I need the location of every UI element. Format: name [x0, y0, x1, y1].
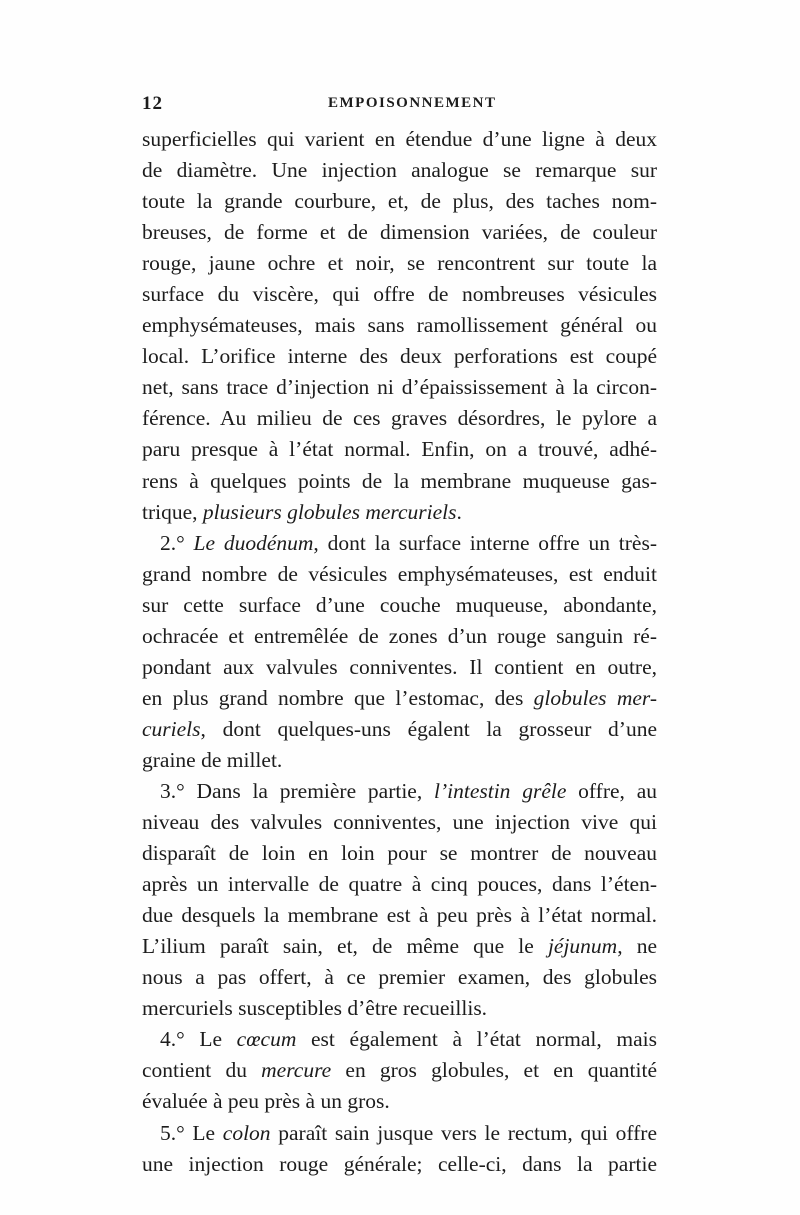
text-segment: due desquels la membrane est à peu près à l’état normal. [142, 903, 657, 928]
text-segment: L’ilium paraît sain, et, de même que le [142, 934, 548, 959]
text-segment: breuses, de forme et de dimension variées, de couleur [142, 220, 657, 245]
italic-text-segment: Le duodénum [193, 530, 314, 555]
italic-text-segment: colon [222, 1120, 271, 1145]
text-segment: graine de millet. [142, 747, 283, 772]
italic-text-segment: l’intestin grêle [434, 778, 567, 803]
text-line [142, 900, 657, 931]
italic-text-segment: plusieurs globules mercuriels [202, 499, 457, 524]
text-line [142, 993, 657, 1024]
text-segment: rouge, jaune ochre et noir, se rencontrent sur toute la [142, 251, 657, 276]
text-line [142, 683, 657, 714]
text-segment: est également à l’état normal, mais [296, 1027, 657, 1052]
italic-text-segment: globules mer- [533, 685, 657, 710]
text-line [142, 466, 657, 497]
page-header [142, 93, 657, 117]
text-line [142, 497, 657, 528]
text-segment: pondant aux valvules conniventes. Il contient en outre, [142, 654, 657, 679]
text-line [142, 310, 657, 341]
text-segment: paru presque à l’état normal. Enfin, on a trouvé, adhé- [142, 437, 657, 462]
text-line [142, 341, 657, 372]
text-line [142, 559, 657, 590]
text-segment: mercuriels susceptibles d’être recueillis. [142, 996, 488, 1021]
text-segment: évaluée à peu près à un gros. [142, 1089, 390, 1114]
text-segment: , ne [617, 934, 657, 959]
text-segment: , dont quelques-uns égalent la grosseur d’une [200, 716, 657, 741]
text-line [142, 528, 657, 559]
text-line [142, 403, 657, 434]
text-segment: trique, [142, 499, 203, 524]
text-line [142, 962, 657, 993]
text-segment: disparaît de loin en loin pour se montrer de nouveau [142, 841, 657, 866]
text-segment: de diamètre. Une injection analogue se remarque sur [142, 158, 657, 183]
text-segment: 4.° Le [160, 1027, 237, 1052]
text-segment: niveau des valvules conniventes, une injection vive qui [142, 810, 657, 835]
text-line [142, 590, 657, 621]
italic-text-segment: jéjunum [547, 934, 618, 959]
text-line [142, 714, 657, 745]
text-line [142, 434, 657, 465]
italic-text-segment: curiels [142, 716, 201, 741]
text-line [142, 186, 657, 217]
text-line [142, 838, 657, 869]
text-segment: ochracée et entremêlée de zones d’un rouge sanguin ré- [142, 623, 657, 648]
text-segment: nous a pas offert, à ce premier examen, des globules [142, 965, 657, 990]
text-line [142, 279, 657, 310]
text-line [142, 652, 657, 683]
page-number: 12 [142, 93, 163, 114]
text-line [142, 124, 657, 155]
text-segment: surface du viscère, qui offre de nombreuses vésicules [142, 282, 657, 307]
text-segment: . [456, 499, 462, 524]
text-line [142, 621, 657, 652]
text-segment: après un intervalle de quatre à cinq pouces, dans l’éten- [142, 872, 657, 897]
text-line [142, 1055, 657, 1086]
text-line [142, 155, 657, 186]
text-segment: toute la grande courbure, et, de plus, des taches nom- [142, 189, 657, 214]
text-segment: emphysémateuses, mais sans ramollissement général ou [142, 313, 657, 338]
text-line [142, 1149, 657, 1180]
text-line [142, 1024, 657, 1055]
text-line [142, 248, 657, 279]
text-line [142, 372, 657, 403]
text-segment: offre, au [566, 778, 657, 803]
text-segment: en plus grand nombre que l’estomac, des [142, 685, 534, 710]
body-text [142, 124, 657, 1180]
text-line [142, 776, 657, 807]
text-segment: sur cette surface d’une couche muqueuse, abondante, [142, 592, 657, 617]
text-segment: 2.° [160, 530, 194, 555]
text-segment: grand nombre de vésicules emphysémateuses, est enduit [142, 561, 657, 586]
text-line [142, 217, 657, 248]
text-segment: en gros globules, et en quantité [331, 1058, 657, 1083]
text-segment: contient du [142, 1058, 262, 1083]
text-line [142, 1086, 657, 1117]
text-segment: , dont la surface interne offre un très- [313, 530, 657, 555]
text-line [142, 807, 657, 838]
text-line [142, 1118, 657, 1149]
text-segment: une injection rouge générale; celle-ci, dans la partie [142, 1151, 657, 1176]
italic-text-segment: cœcum [236, 1027, 297, 1052]
text-segment: paraît sain jusque vers le rectum, qui offre [270, 1120, 657, 1145]
text-line [142, 745, 657, 776]
text-segment: férence. Au milieu de ces graves désordres, le pylore a [142, 406, 657, 431]
text-segment: rens à quelques points de la membrane muqueuse gas- [142, 468, 657, 493]
text-segment: net, sans trace d’injection ni d’épaississement à la circon- [142, 375, 657, 400]
text-segment: superficielles qui varient en étendue d’une ligne à deux [142, 127, 657, 151]
running-title: EMPOISONNEMENT [328, 95, 497, 111]
italic-text-segment: mercure [261, 1058, 332, 1083]
text-segment: 5.° Le [160, 1120, 223, 1145]
text-segment: 3.° Dans la première partie, [160, 778, 434, 803]
text-line [142, 931, 657, 962]
text-segment: local. L’orifice interne des deux perforations est coupé [142, 344, 657, 369]
text-line [142, 869, 657, 900]
